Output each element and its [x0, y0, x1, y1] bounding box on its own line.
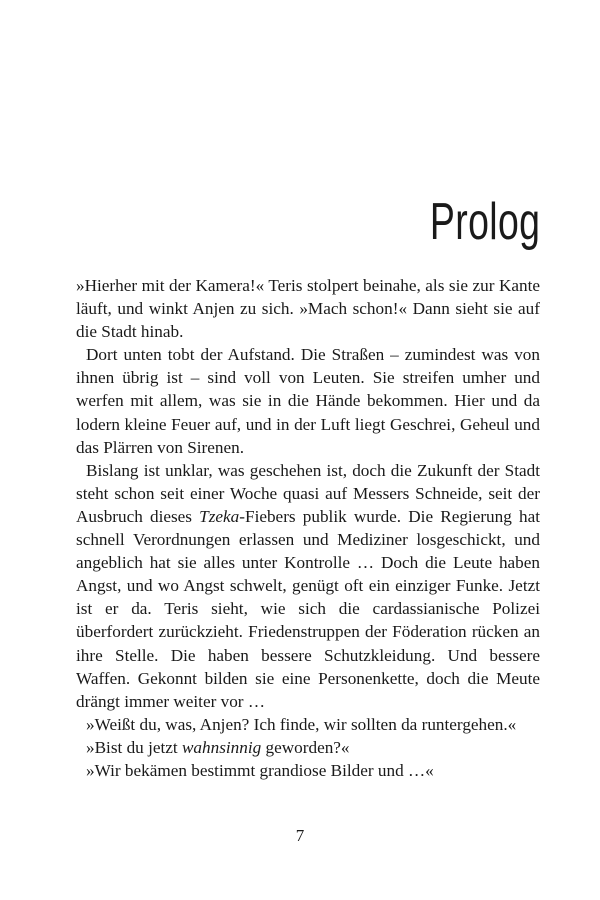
paragraph: »Wir bekämen bestimmt grandiose Bilder und …«	[86, 760, 434, 780]
italic-term: Tzeka	[199, 506, 240, 526]
paragraph-text: Bislang ist unklar, was geschehen ist, doch die Zukunft der Stadt steht schon seit einer Woche quasi auf Messers Schneide, seit der Ausbruch dieses	[76, 460, 540, 526]
page-number: 7	[295, 826, 305, 845]
paragraph-text: -Fiebers publik wurde. Die Regierung hat schnell Verordnungen erlassen und Mediziner losgeschickt, und angeblich hat sie alles unter Kontrolle … Doch die Leute haben Angst, und wo Angst schwelt, genügt oft ein einziger Funke. Jetzt ist er da. Teris sieht, wie sich die cardassianische Polizei überfordert zurückzieht. Friedenstruppen der Föderation rücken an ihre Stelle. Die haben bessere Schutzkleidung. Und bessere Waffen. Gekonnt bilden sie eine Personenkette, doch die Meute drängt immer weiter vor …	[76, 506, 541, 711]
paragraph	[76, 736, 540, 759]
paragraph: Dort unten tobt der Aufstand. Die Straßen – zumindest was von ihnen übrig ist – sind voll von Leuten. Sie streifen umher und werfen mit allem, was sie in die Hände bekommen. Hier und da lodern kleine Feuer auf, und in der Luft liegt Geschrei, Geheul und das Plärren von Sirenen.	[76, 345, 540, 457]
paragraph: »Weißt du, was, Anjen? Ich finde, wir sollten da runtergehen.«	[86, 714, 517, 734]
italic-term: wahnsinnig	[181, 737, 262, 757]
paragraph	[76, 459, 540, 713]
paragraph-text: »Bist du jetzt	[86, 737, 182, 757]
paragraph-text: geworden?«	[261, 737, 350, 757]
chapter-body	[76, 274, 540, 782]
paragraph: »Hierher mit der Kamera!« Teris stolpert beinahe, als sie zur Kante läuft, und winkt Anjen zu sich. »Mach schon!« Dann sieht sie auf die Stadt hinab.	[76, 276, 540, 342]
chapter-title: Prolog	[429, 193, 540, 251]
